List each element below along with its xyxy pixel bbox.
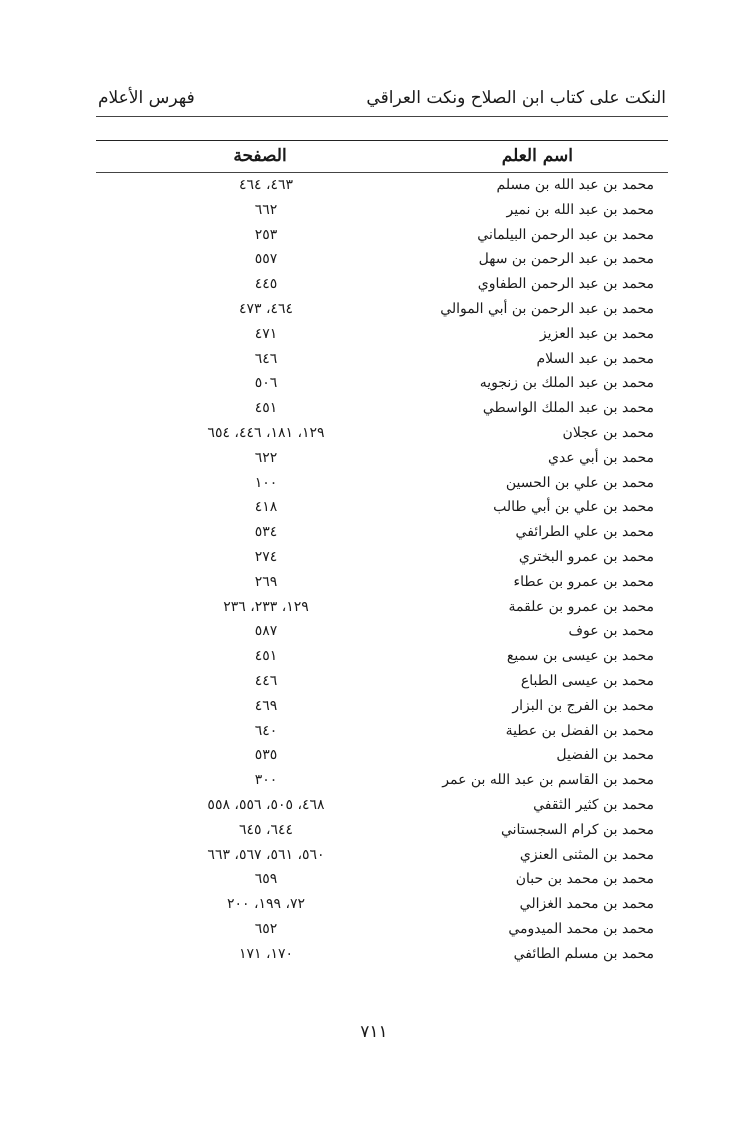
page-references: ٦٥٢ (254, 920, 278, 937)
person-name: محمد بن عبد الله بن مسلم (496, 177, 654, 193)
table-row (96, 397, 668, 422)
page-references: ٦٦٢ (254, 201, 278, 218)
page-references: ٦٤٠ (254, 722, 278, 739)
person-name: محمد بن عمرو بن علقمة (508, 598, 654, 615)
index-table (96, 174, 668, 968)
table-row (96, 695, 668, 720)
page-references: ٤٦٣، ٤٦٤ (238, 177, 294, 193)
person-name: محمد بن عمرو بن عطاء (513, 573, 654, 590)
page-references: ٦٤٦ (254, 350, 278, 367)
page-references: ٥٨٧ (254, 623, 278, 640)
person-name: محمد بن عوف (568, 623, 654, 640)
page-references: ١٢٩، ٢٣٣، ٢٣٦ (223, 598, 309, 615)
person-name: محمد بن عبد الرحمن الطفاوي (477, 276, 654, 293)
person-name: محمد بن عبد العزيز (539, 325, 654, 342)
page-references: ٥٦٠، ٥٦١، ٥٦٧، ٦٦٣ (207, 846, 325, 863)
table-row (96, 174, 668, 199)
person-name: محمد بن عبد الرحمن البيلماني (477, 226, 654, 243)
table-row (96, 868, 668, 893)
table-row (96, 645, 668, 670)
page-references: ٤٥١ (254, 648, 278, 665)
person-name: محمد بن عبد السلام (536, 350, 654, 367)
running-header-book-title: النكت على كتاب ابن الصلاح ونكت العراقي (366, 88, 666, 108)
column-header-page: الصفحة (233, 146, 287, 166)
table-row (96, 372, 668, 397)
person-name: محمد بن الفضيل (556, 747, 654, 764)
person-name: محمد بن عيسى بن سميع (506, 648, 654, 665)
table-row (96, 744, 668, 769)
page-references: ٥٣٤ (254, 524, 278, 541)
page-references: ١٢٩، ١٨١، ٤٤٦، ٦٥٤ (207, 424, 325, 441)
table-row (96, 348, 668, 373)
person-name: محمد بن كثير الثقفي (533, 796, 654, 813)
page-references: ٤٤٥ (254, 276, 278, 293)
page-references: ٧٢، ١٩٩، ٢٠٠ (226, 896, 306, 913)
table-row (96, 521, 668, 546)
page-references: ٢٦٩ (254, 573, 278, 590)
table-row (96, 769, 668, 794)
page-references: ٥٥٧ (254, 251, 278, 268)
page-references: ٤٦٨، ٥٠٥، ٥٥٦، ٥٥٨ (207, 796, 325, 813)
person-name: محمد بن عيسى الطباع (520, 672, 654, 689)
table-row (96, 670, 668, 695)
person-name: محمد بن محمد بن حبان (515, 871, 654, 888)
person-name: محمد بن عبد الملك الواسطي (482, 400, 654, 417)
table-row (96, 224, 668, 249)
page-references: ٤١٨ (254, 499, 278, 516)
person-name: محمد بن علي الطرائفي (515, 524, 654, 541)
table-row (96, 620, 668, 645)
table-row (96, 323, 668, 348)
table-row (96, 794, 668, 819)
person-name: محمد بن كرام السجستاني (500, 821, 654, 838)
person-name: محمد بن عبد الملك بن زنجويه (479, 375, 654, 392)
table-row (96, 472, 668, 497)
page-references: ٤٦٩ (254, 697, 278, 714)
person-name: محمد بن علي بن أبي طالب (493, 499, 654, 516)
table-row (96, 298, 668, 323)
table-top-divider (96, 140, 668, 141)
page-references: ٦٢٢ (254, 449, 278, 466)
table-row (96, 918, 668, 943)
page-references: ١٧٠، ١٧١ (238, 945, 294, 962)
column-header-name: اسم العلم (501, 146, 573, 166)
person-name: محمد بن القاسم بن عبد الله بن عمر (442, 772, 654, 789)
table-row (96, 273, 668, 298)
page-references: ٥٠٦ (254, 375, 278, 392)
person-name: محمد بن الفرج بن البزار (512, 697, 654, 714)
table-row (96, 546, 668, 571)
table-row (96, 893, 668, 918)
page-references: ٢٧٤ (254, 548, 278, 565)
column-header-divider (96, 172, 668, 173)
header-divider (96, 116, 668, 117)
person-name: محمد بن علي بن الحسين (505, 474, 654, 491)
table-row (96, 596, 668, 621)
page-references: ٦٥٩ (254, 871, 278, 888)
running-header-section-title: فهرس الأعلام (98, 88, 195, 108)
table-row (96, 447, 668, 472)
table-row (96, 571, 668, 596)
table-row (96, 422, 668, 447)
table-row (96, 819, 668, 844)
person-name: محمد بن عبد الرحمن بن أبي الموالي (440, 300, 654, 317)
page-references: ٤٥١ (254, 400, 278, 417)
page-references: ٤٦٤، ٤٧٣ (238, 300, 294, 317)
page-references: ٤٧١ (254, 325, 278, 342)
person-name: محمد بن مسلم الطائفي (513, 945, 654, 962)
page-references: ٣٠٠ (254, 772, 278, 789)
person-name: محمد بن المثنى العنزي (519, 846, 654, 863)
person-name: محمد بن عمرو البختري (518, 548, 654, 565)
person-name: محمد بن عبد الله بن نمير (506, 201, 654, 218)
table-row (96, 720, 668, 745)
table-row (96, 248, 668, 273)
table-row (96, 199, 668, 224)
page-references: ٦٤٤، ٦٤٥ (238, 821, 294, 838)
table-row (96, 943, 668, 968)
person-name: محمد بن أبي عدي (548, 449, 654, 466)
person-name: محمد بن محمد الميدومي (508, 920, 654, 937)
person-name: محمد بن عبد الرحمن بن سهل (478, 251, 654, 268)
page-references: ١٠٠ (254, 474, 278, 491)
table-row (96, 496, 668, 521)
page-references: ٥٣٥ (254, 747, 278, 764)
person-name: محمد بن محمد الغزالي (519, 896, 654, 913)
page-references: ٢٥٣ (254, 226, 278, 243)
person-name: محمد بن الفضل بن عطية (505, 722, 654, 739)
page-number: ٧١١ (360, 1022, 388, 1042)
page-references: ٤٤٦ (254, 672, 278, 689)
table-row (96, 844, 668, 869)
person-name: محمد بن عجلان (562, 424, 654, 441)
